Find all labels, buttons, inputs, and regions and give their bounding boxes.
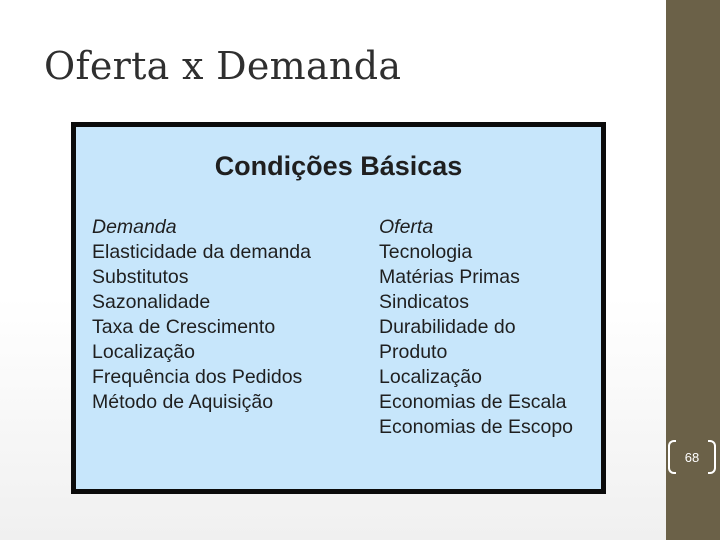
demand-item: Localização [92,341,195,363]
supply-item: Durabilidade do [379,316,516,338]
supply-column [379,215,573,440]
supply-item: Produto [379,341,448,363]
demand-item: Elasticidade da demanda [92,241,311,263]
bracket-right-icon [708,440,716,474]
supply-item: Sindicatos [379,291,469,313]
supply-item: Localização [379,366,482,388]
demand-heading: Demanda [92,216,177,238]
supply-item: Matérias Primas [379,266,520,288]
page-number [668,440,716,476]
page-number-text: 68 [684,450,700,465]
supply-heading: Oferta [379,216,434,238]
demand-item: Método de Aquisição [92,391,274,413]
demand-column [92,215,311,415]
demand-item: Frequência dos Pedidos [92,366,303,388]
bracket-left-icon [668,440,676,474]
supply-item: Economias de Escopo [379,416,574,438]
conditions-panel [76,127,601,489]
image-frame [71,122,606,494]
demand-item: Sazonalidade [92,291,211,313]
supply-item: Tecnologia [379,241,473,263]
demand-item: Substitutos [92,266,189,288]
panel-title: Condições Básicas [214,151,463,181]
supply-item: Economias de Escala [379,391,567,413]
slide-title: Oferta x Demanda [44,44,402,88]
demand-item: Taxa de Crescimento [92,316,276,338]
